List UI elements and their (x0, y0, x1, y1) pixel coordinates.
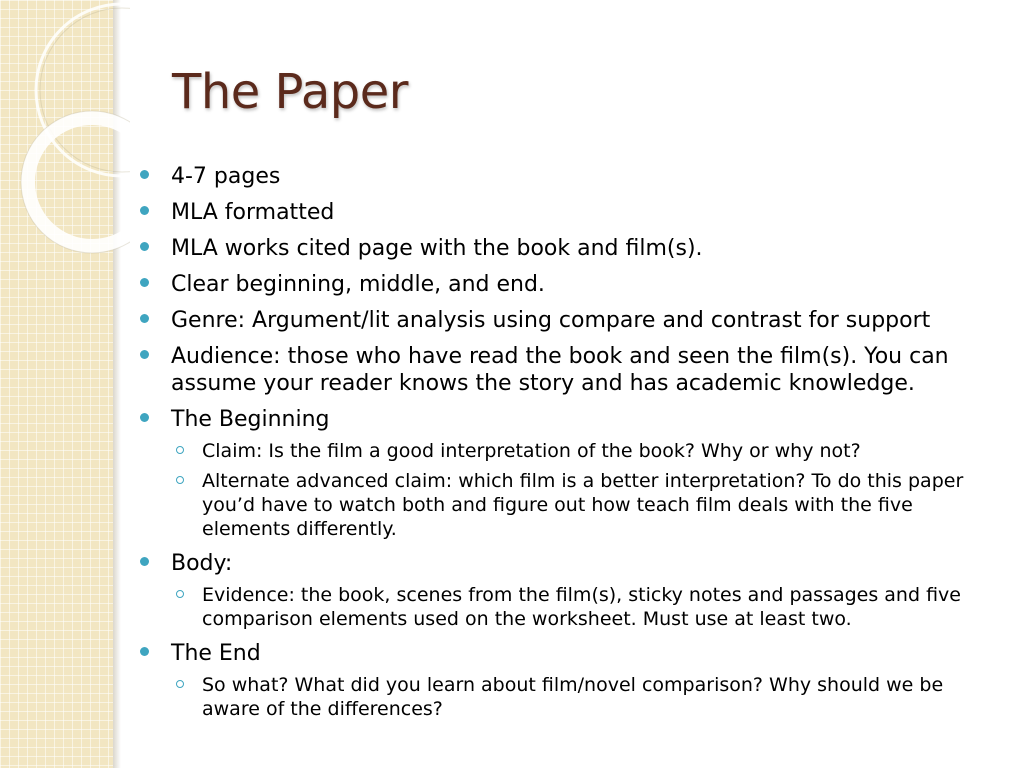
sub-list-item (171, 439, 1000, 463)
sub-list-item-text: So what? What did you learn about film/novel comparison? Why should we be aware of the differences? (202, 674, 944, 720)
list-item-text: The Beginning (171, 407, 330, 432)
bullet-icon (140, 170, 149, 179)
list-item (140, 199, 1000, 226)
bullet-icon (140, 314, 149, 323)
list-item-text: MLA formatted (171, 200, 335, 225)
bullet-icon (140, 413, 149, 422)
slide-title: The Paper (172, 64, 408, 120)
list-item (140, 640, 1000, 721)
bullet-icon (140, 206, 149, 215)
list-item (140, 307, 1000, 334)
sub-bullet-icon (176, 680, 184, 688)
sub-bullet-icon (176, 590, 184, 598)
sub-list-item (171, 583, 1000, 631)
bullet-icon (140, 242, 149, 251)
bullet-list (140, 163, 1000, 730)
bullet-icon (140, 557, 149, 566)
bullet-icon (140, 647, 149, 656)
sub-bullet-icon (176, 446, 184, 454)
list-item-text: Clear beginning, middle, and end. (171, 272, 545, 297)
list-item-text: Audience: those who have read the book and seen the film(s). You can assume your reader knows the story and has academic knowledge. (171, 344, 949, 396)
sub-list-item-text: Alternate advanced claim: which film is a better interpretation? To do this paper you’d have to watch both and figure out how teach film deals with the five elements differently. (202, 470, 964, 540)
sub-list (171, 673, 1000, 721)
list-item-text: Body: (171, 551, 233, 576)
decorative-rings-icon (0, 0, 130, 260)
list-item (140, 235, 1000, 262)
list-item-text: The End (171, 641, 261, 666)
sub-list-item (171, 469, 1000, 541)
sub-list (171, 583, 1000, 631)
bullet-icon (140, 278, 149, 287)
list-item (140, 406, 1000, 541)
list-item (140, 343, 1000, 397)
sub-list (171, 439, 1000, 541)
list-item-text: 4-7 pages (171, 164, 281, 189)
sub-list-item-text: Claim: Is the film a good interpretation of the book? Why or why not? (202, 440, 861, 462)
sub-list-item-text: Evidence: the book, scenes from the film(s), sticky notes and passages and five comparison elements used on the worksheet. Must use at least two. (202, 584, 961, 630)
bullet-icon (140, 350, 149, 359)
list-item (140, 271, 1000, 298)
list-item (140, 550, 1000, 631)
list-item (140, 163, 1000, 190)
sub-bullet-icon (176, 476, 184, 484)
list-item-text: Genre: Argument/lit analysis using compare and contrast for support (171, 308, 931, 333)
sub-list-item (171, 673, 1000, 721)
list-item-text: MLA works cited page with the book and film(s). (171, 236, 703, 261)
